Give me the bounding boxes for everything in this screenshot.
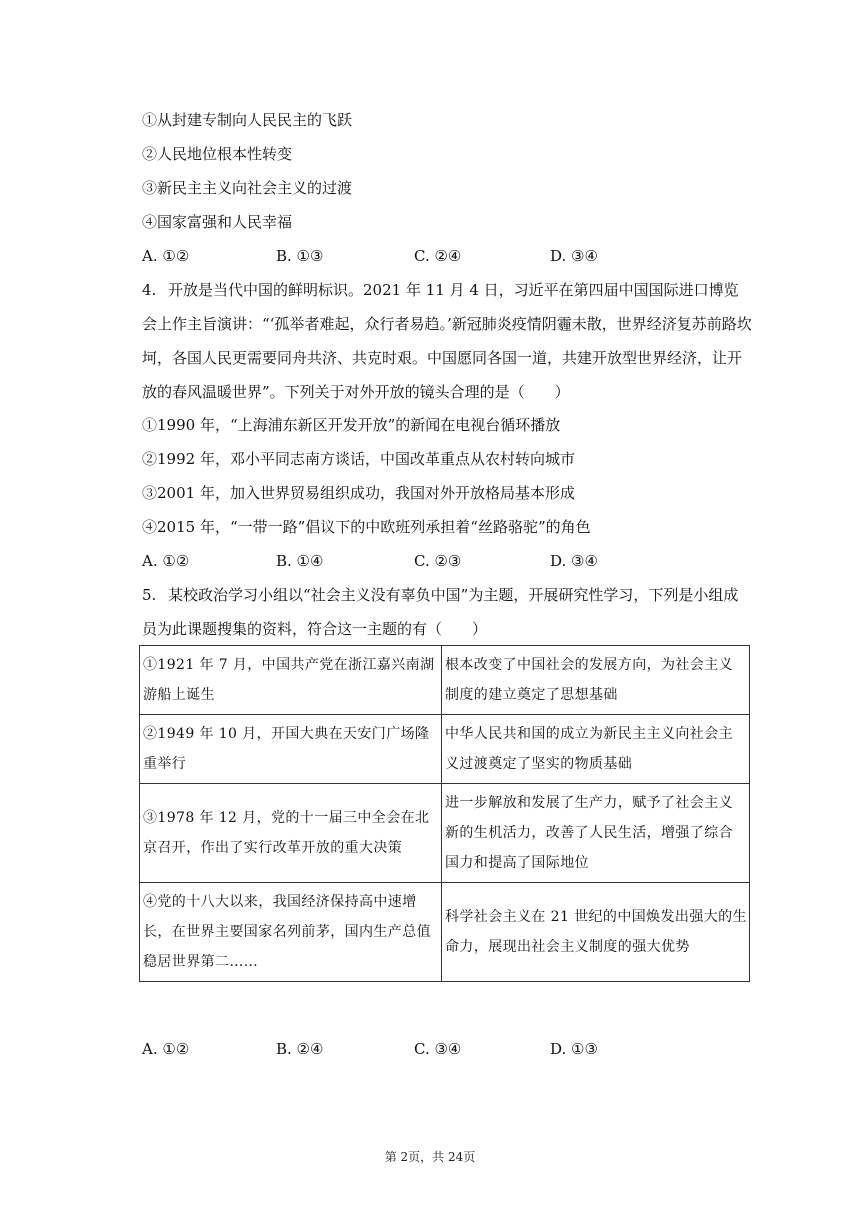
table-cell-significance: 根本改变了中国社会的发展方向，为社会主义制度的建立奠定了思想基础 <box>442 646 750 715</box>
table-cell-event: ①1921 年 7 月，中国共产党在浙江嘉兴南湖游船上诞生 <box>140 646 442 715</box>
q4-item-4: ④2015 年，“一带一路”倡议下的中欧班列承担着“丝路骆驼”的角色 <box>142 518 591 536</box>
q3-option-d[interactable]: D. ③④ <box>550 247 598 265</box>
table-cell-significance: 进一步解放和发展了生产力，赋予了社会主义新的生机活力，改善了人民生活，增强了综合国力和提高了国际地位 <box>442 784 750 883</box>
q5-option-a[interactable]: A. ①② <box>142 1040 190 1058</box>
q4-item-1: ①1990 年，“上海浦东新区开发开放”的新闻在电视台循环播放 <box>142 416 561 434</box>
table-row <box>140 883 750 982</box>
q4-item-3: ③2001 年，加入世界贸易组织成功，我国对外开放格局基本形成 <box>142 484 575 502</box>
table-cell-significance: 科学社会主义在 21 世纪的中国焕发出强大的生命力，展现出社会主义制度的强大优势 <box>442 883 750 982</box>
table-cell-significance: 中华人民共和国的成立为新民主主义向社会主义过渡奠定了坚实的物质基础 <box>442 715 750 784</box>
q3-item-4: ④国家富强和人民幸福 <box>142 213 293 231</box>
table-row <box>140 715 750 784</box>
q4-number: 4. <box>142 281 157 299</box>
q3-option-b[interactable]: B. ①③ <box>276 247 324 265</box>
q3-option-a[interactable]: A. ①② <box>142 247 190 265</box>
q5-option-c[interactable]: C. ③④ <box>414 1040 462 1058</box>
table-cell-event: ②1949 年 10 月，开国大典在天安门广场隆重举行 <box>140 715 442 784</box>
q4-option-b[interactable]: B. ①④ <box>276 552 324 570</box>
table-row <box>140 646 750 715</box>
q5-stem <box>142 578 752 646</box>
q3-item-1: ①从封建专制向人民民主的飞跃 <box>142 111 353 129</box>
page-footer: 第 2页，共 24页 <box>384 1150 476 1164</box>
q3-item-2: ②人民地位根本性转变 <box>142 145 293 163</box>
q4-option-c[interactable]: C. ②③ <box>414 552 462 570</box>
table-row <box>140 784 750 883</box>
q5-material-table <box>139 645 750 982</box>
q3-item-3: ③新民主主义向社会主义的过渡 <box>142 179 353 197</box>
q4-option-a[interactable]: A. ①② <box>142 552 190 570</box>
q3-option-c[interactable]: C. ②④ <box>414 247 462 265</box>
q5-option-d[interactable]: D. ①③ <box>550 1040 598 1058</box>
q4-item-2: ②1992 年，邓小平同志南方谈话，中国改革重点从农村转向城市 <box>142 450 575 468</box>
q5-option-b[interactable]: B. ②④ <box>276 1040 324 1058</box>
table-cell-event: ④党的十八大以来，我国经济保持高中速增长，在世界主要国家名列前茅，国内生产总值稳居世界第二…… <box>140 883 442 982</box>
q5-stem-text: 某校政治学习小组以“社会主义没有辜负中国”为主题，开展研究性学习，下列是小组成员为此课题搜集的资料，符合这一主题的有（ ） <box>142 586 739 638</box>
table-cell-event: ③1978 年 12 月，党的十一届三中全会在北京召开，作出了实行改革开放的重大决策 <box>140 784 442 883</box>
q4-stem <box>142 273 752 409</box>
q4-option-d[interactable]: D. ③④ <box>550 552 598 570</box>
q4-stem-text: 开放是当代中国的鲜明标识。2021 年 11 月 4 日，习近平在第四届中国国际进口博览会上作主旨演讲：“‘孤举者难起，众行者易趋。’新冠肺炎疫情阴霾未散，世界经济复苏前路坎坷，各国人民更需要同舟共济、共克时艰。中国愿同各国一道，共建开放型世界经济，让开放的春风温暖世界”。下列关于对外开放的镜头合理的是（ ） <box>142 281 752 401</box>
q5-number: 5. <box>142 586 157 604</box>
